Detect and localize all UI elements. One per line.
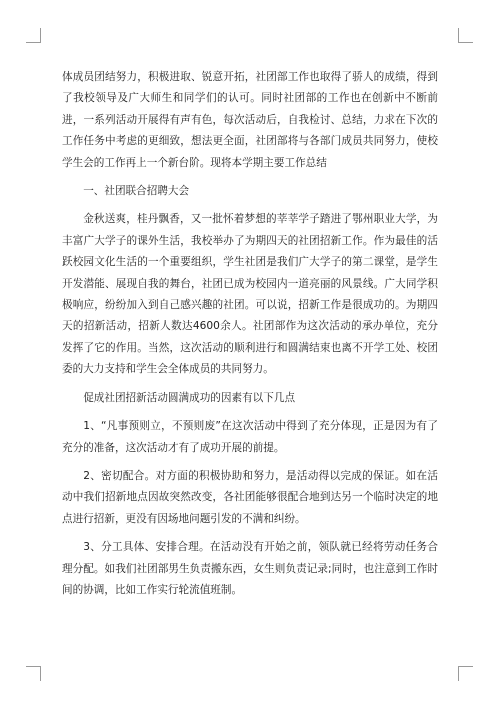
paragraph-recruitment: 金秋送爽，桂丹飘香，又一批怀着梦想的莘莘学子踏进了鄂州职业大学，为丰富广大学子的课外生活，我校举办了为期四天的社团招新工作。作为最佳的活跃校园文化生活的一个重要组织，学生社团是我们广大学子的第二课堂，是学生开发潜能、展现自我的舞台，社团已成为校园内一道亮丽的风景线。广大同学积极响应，纷纷加入到自己感兴趣的社团。可以说，招新工作是很成功的。为期四天的招新活动，招新人数达4600余人。社团部作为这次活动的承办单位，充分发挥了它的作用。当然，这次活动的顺利进行和圆满结束也离不开学工处、校团委的大力支持和学生会全体成员的共同努力。: [62, 213, 438, 376]
document-body: [62, 67, 438, 608]
crop-mark-bottom-left: [26, 666, 41, 681]
crop-mark-top-left: [26, 28, 41, 43]
section-heading-1: 一、社团联合招聘大会: [83, 185, 190, 198]
paragraph-intro: 体成员团结努力，积极进取、锐意开拓，社团部工作也取得了骄人的成绩，得到了我校领导及广大师生和同学们的认可。同时社团部的工作也在创新中不断前进，一系列活动开展得有声有色，每次活动后，自我检讨、总结，力求在下次的工作任务中考虑的更细致，想法更全面，社团部将与各部门成员共同努力，使校学生会的工作再上一个新台阶。现将本学期主要工作总结: [62, 71, 438, 169]
paragraph-factor-1: 1、“凡事预则立，不预则废”在这次活动中得到了充分体现，正是因为有了充分的准备，这次活动才有了成功开展的前提。: [62, 420, 438, 454]
crop-mark-top-right: [458, 28, 473, 43]
paragraph-factor-3: 3、分工具体、安排合理。在活动没有开始之前，领队就已经将劳动任务合理分配。如我们社团部男生负责搬东西，女生则负责记录;同时，也注意到工作时间的协调，比如工作实行轮流值班制。: [62, 541, 438, 596]
crop-mark-bottom-right: [458, 666, 473, 681]
paragraph-factor-2: 2、密切配合。对方面的积极协助和努力，是活动得以完成的保证。如在活动中我们招新地点因故突然改变，各社团能够很配合地到达另一个临时决定的地点进行招新，更没有因场地问题引发的不满和纠纷。: [62, 469, 438, 525]
paragraph-factors-heading: 促成社团招新活动圆满成功的因素有以下几点: [83, 391, 296, 404]
